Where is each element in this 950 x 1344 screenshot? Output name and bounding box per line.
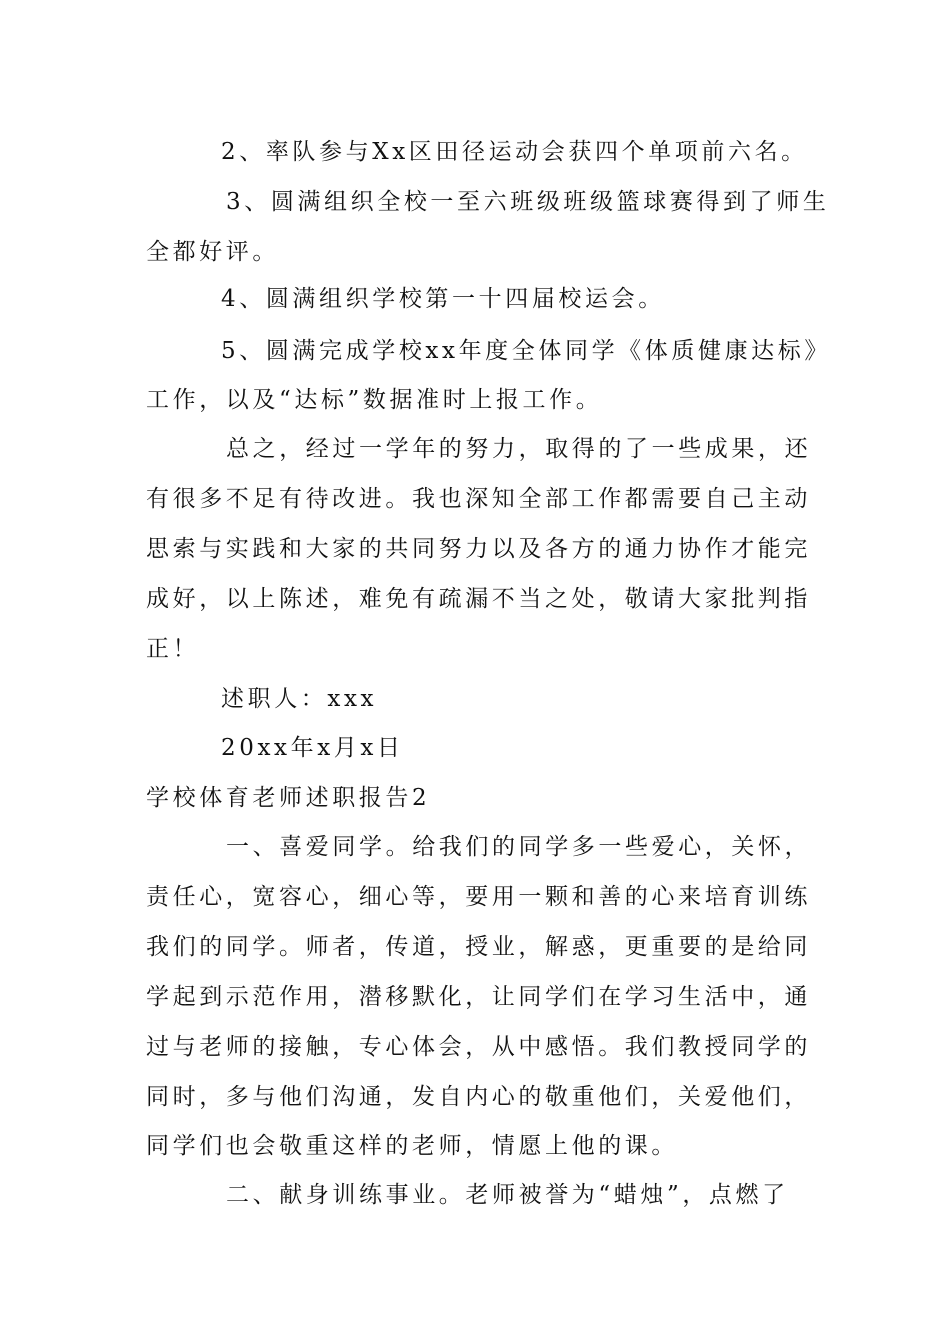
item-5-line-1: 5、圆满完成学校xx年度全体同学《体质健康达标》 — [221, 338, 831, 364]
para-1-line-5: 过与老师的接触，专心体会，从中感悟。我们教授同学的 — [146, 1034, 811, 1060]
section-heading: 学校体育老师述职报告2 — [146, 785, 431, 811]
summary-line-2: 有很多不足有待改进。我也深知全部工作都需要自己主动 — [146, 486, 811, 512]
para-1-line-2: 责任心，宽容心，细心等，要用一颗和善的心来培育训练 — [146, 884, 811, 910]
reporter-signature: 述职人：xxx — [221, 686, 378, 712]
summary-line-5: 正！ — [146, 636, 200, 662]
item-4-line: 4、圆满组织学校第一十四届校运会。 — [221, 286, 665, 312]
summary-line-1: 总之，经过一学年的努力，取得的了一些成果，还 — [226, 436, 812, 462]
item-2-line: 2、率队参与Xx区田径运动会获四个单项前六名。 — [221, 139, 808, 165]
para-1-line-3: 我们的同学。师者，传道，授业，解惑，更重要的是给同 — [146, 934, 811, 960]
item-5-line-2: 工作，以及“达标”数据准时上报工作。 — [146, 387, 603, 413]
para-1-line-7: 同学们也会敬重这样的老师，情愿上他的课。 — [146, 1133, 678, 1159]
para-1-line-1: 一、喜爱同学。给我们的同学多一些爱心，关怀， — [226, 834, 812, 860]
item-3-line-1: 3、圆满组织全校一至六班级班级篮球赛得到了师生 — [226, 189, 830, 215]
para-2-line-1: 二、献身训练事业。老师被誉为“蜡烛”，点燃了 — [226, 1182, 789, 1208]
summary-line-3: 思索与实践和大家的共同努力以及各方的通力协作才能完 — [146, 536, 811, 562]
report-date: 20xx年x月x日 — [221, 735, 404, 761]
item-3-line-2: 全都好评。 — [146, 239, 279, 265]
para-1-line-4: 学起到示范作用，潜移默化，让同学们在学习生活中，通 — [146, 984, 811, 1010]
summary-line-4: 成好，以上陈述，难免有疏漏不当之处，敬请大家批判指 — [146, 586, 811, 612]
para-1-line-6: 同时，多与他们沟通，发自内心的敬重他们，关爱他们， — [146, 1084, 811, 1110]
